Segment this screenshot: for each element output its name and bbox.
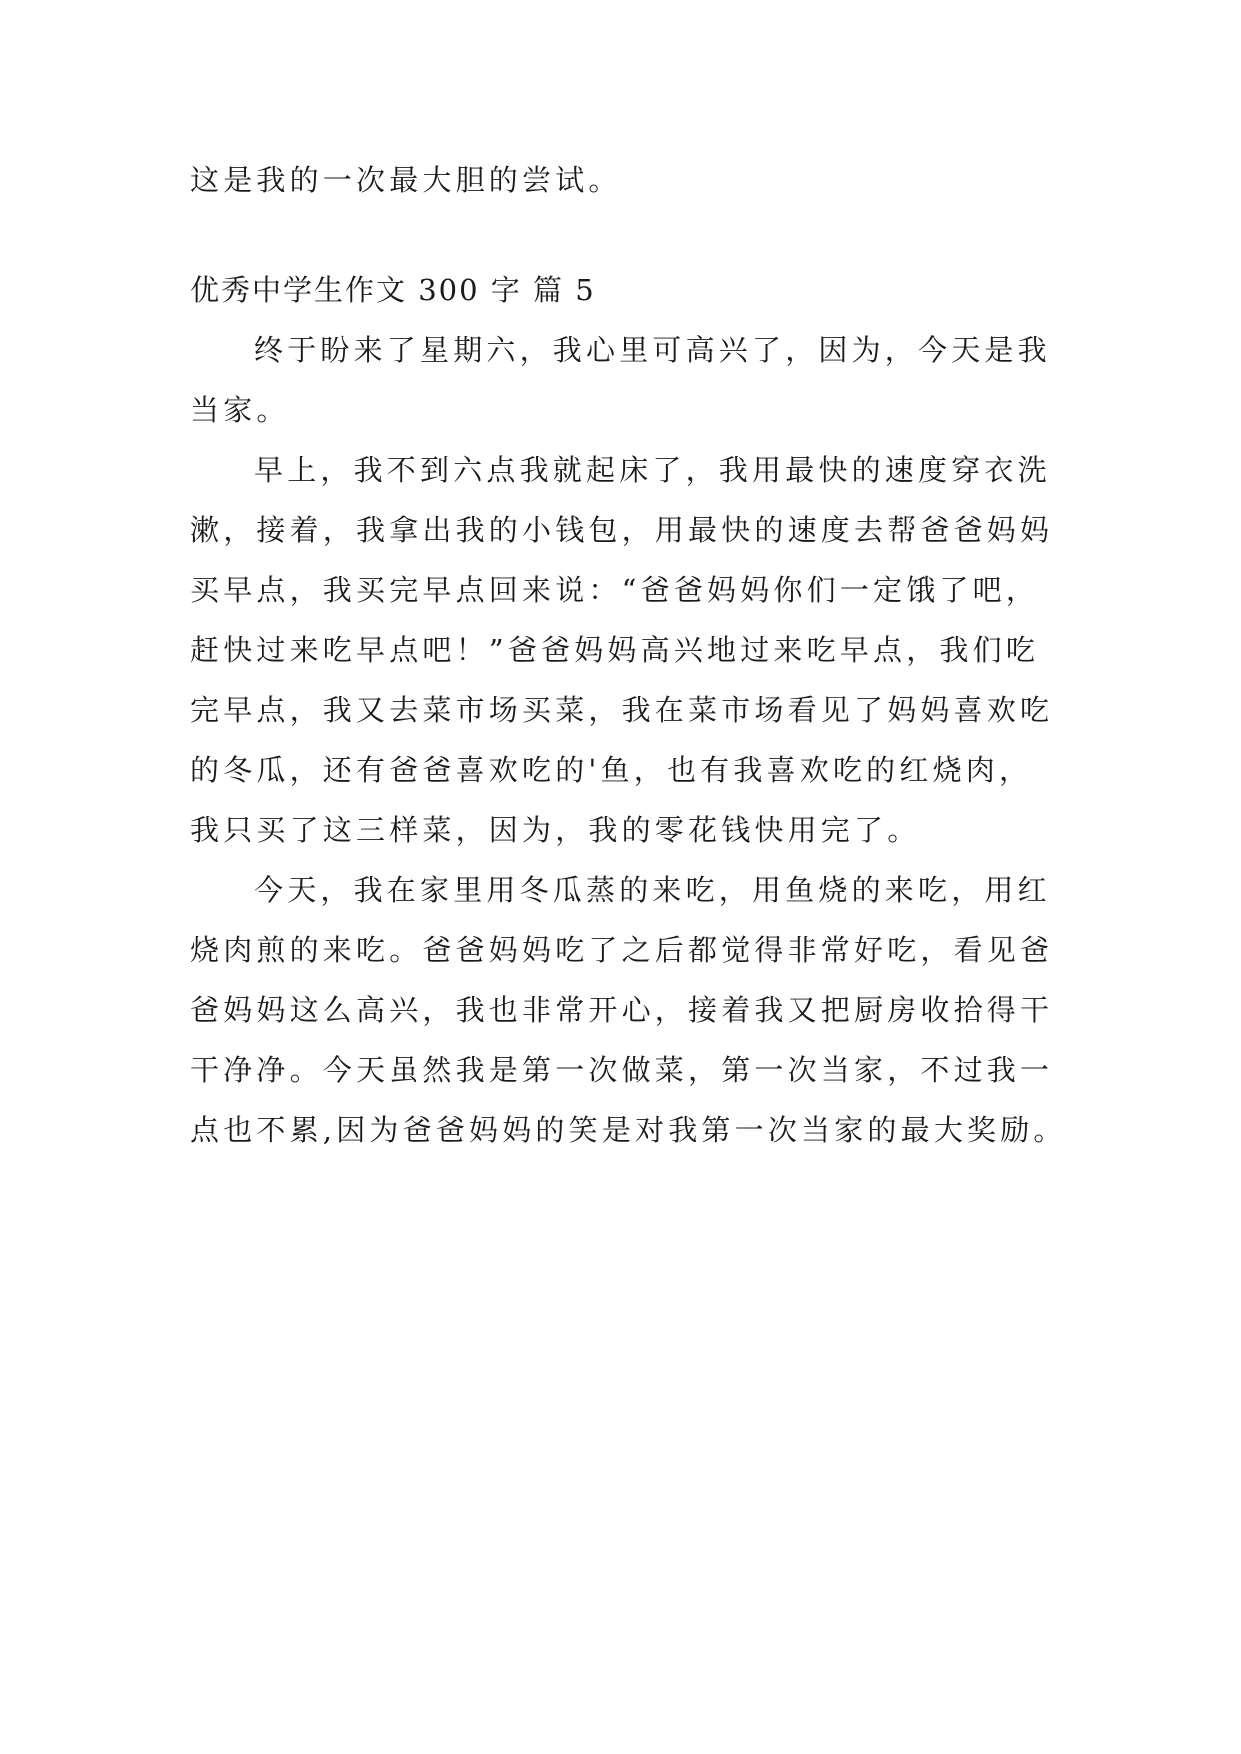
document-body (190, 150, 1067, 1160)
paragraph-3-line-5: 点也不累,因为爸爸妈妈的笑是对我第一次当家的最大奖励。 (190, 1113, 1067, 1147)
paragraph-3-line-2: 烧肉煎的来吃。爸爸妈妈吃了之后都觉得非常好吃，看见爸 (190, 933, 1054, 967)
paragraph-1-line-1: 终于盼来了星期六，我心里可高兴了，因为，今天是我 (254, 333, 1051, 367)
section-gap (190, 210, 1052, 260)
paragraph-2-line-3: 买早点，我买完早点回来说：“爸爸妈妈你们一定饿了吧， (190, 573, 1040, 607)
paragraph-3-line-3: 爸妈妈这么高兴，我也非常开心，接着我又把厨房收拾得干 (190, 993, 1054, 1027)
previous-essay-ending: 这是我的一次最大胆的尝试。 (190, 163, 622, 197)
paragraph-3-line-4: 干净净。今天虽然我是第一次做菜，第一次当家，不过我一 (190, 1053, 1054, 1087)
paragraph-2-line-5: 完早点，我又去菜市场买菜，我在菜市场看见了妈妈喜欢吃 (190, 693, 1054, 727)
paragraph-2-line-6: 的冬瓜，还有爸爸喜欢吃的'鱼，也有我喜欢吃的红烧肉， (190, 753, 1033, 787)
paragraph-3-line-1: 今天，我在家里用冬瓜蒸的来吃，用鱼烧的来吃，用红 (254, 873, 1051, 907)
paragraph-2-line-2: 漱，接着，我拿出我的小钱包，用最快的速度去帮爸爸妈妈 (190, 513, 1054, 547)
paragraph-2-line-4: 赶快过来吃早点吧！”爸爸妈妈高兴地过来吃早点，我们吃 (190, 633, 1040, 667)
paragraph-1-line-2: 当家。 (190, 393, 290, 427)
paragraph-2-line-1: 早上，我不到六点我就起床了，我用最快的速度穿衣洗 (254, 453, 1051, 487)
paragraph-2-line-7: 我只买了这三样菜，因为，我的零花钱快用完了。 (190, 813, 921, 847)
section-title: 优秀中学生作文 300 字 篇 5 (190, 273, 596, 307)
